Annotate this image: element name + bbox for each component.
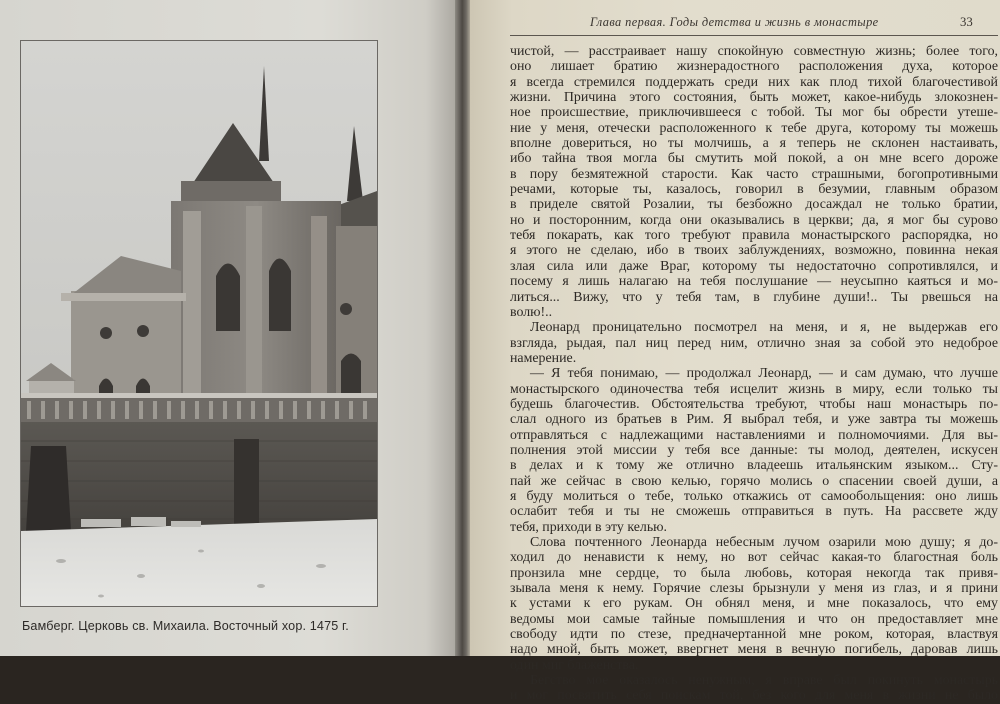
page-number: 33 [960, 15, 973, 29]
text-line: зывала меня к нему. Горячие слезы брызнули у меня из глаз, и я прини [510, 581, 998, 597]
text-line: тебя покарать, как того требуют правила монастырского распорядка, но [510, 228, 998, 244]
text-line: — Я тебя понимаю, — продолжал Леонард, — и сам думаю, что лучше [530, 366, 998, 382]
header-rule [510, 35, 998, 36]
text-line: волю!.. [510, 304, 553, 320]
text-line: Леонард проницательно посмотрел на меня, и я, не выдержав его [530, 320, 998, 336]
text-line: ходил до ненависти к нему, но вот сейчас какая-то благостная боль [510, 550, 998, 566]
text-line: Бегство мое оказалось ненужным, я вправе был покинуть монастырь [530, 673, 998, 689]
text-line: намерение. [510, 350, 577, 366]
text-line: ное происшествие, приключившееся с тобой. Ты мог бы обрести утеше- [510, 105, 998, 121]
text-line: пай же сейчас в свою келью, горячо молись о спасении своей души, а [510, 473, 998, 489]
text-line: литься... Вижу, что у тебя там, в глубине души!.. Ты рвешься на [510, 289, 998, 305]
text-line: вполне довериться, но ты молчишь, а я теперь не склонен настаивать, [510, 136, 998, 152]
text-line: и мог посвятить себя поискам той, без кого для меня в жизни не было [510, 688, 998, 704]
text-line: ибо тайна твоя могла бы смутить мой покой, а он мне всего дороже [510, 151, 998, 167]
book-gutter [455, 0, 471, 656]
text-line: полнения этой миссии у тебя все данные: ты молод, деятелен, искусен [510, 442, 998, 458]
text-line: чистой, — расстраивает нашу спокойную совместную жизнь; более того, [510, 44, 998, 59]
text-line: тебя, приходи в эту келью. [510, 519, 668, 535]
text-line: речами, которые ты, казалось, говорил в безумии, главным образом [510, 182, 998, 198]
text-line: монастырского одиночества тебя исцелит жизнь в миру, если только ты [510, 381, 998, 397]
church-photograph [20, 40, 378, 607]
text-line: я этого не сделаю, ибо в твоих заблуждениях, возможно, повинна некая [510, 243, 998, 259]
body-text [510, 44, 998, 704]
photo-caption: Бамберг. Церковь св. Михаила. Восточный хор. 1475 г. [22, 619, 349, 633]
text-line: я всегда стремился поддержать среди них как плод тихой благочестивой [510, 74, 998, 90]
text-line: пронзила мне сердце, то была любовь, которая некогда так привя- [510, 565, 998, 581]
text-line: Слова почтенного Леонарда небесным лучом озарили мою душу; я до- [530, 535, 998, 550]
text-line: отправляться с надлежащими наставлениями и полномочиями. Для вы- [510, 427, 998, 443]
text-line: но и посторонним, когда они оказывались в церкви; да, я мог бы сурово [510, 212, 998, 228]
text-line: я буду молиться о тебе, только откажись от самообольщения: оно лишь [510, 488, 998, 504]
right-page [470, 0, 1000, 704]
text-line: взгляда, рыдая, пал ниц перед ним, отлично зная за собой это недоброе [510, 335, 998, 351]
text-line: свободу идти по стезе, предначертанной мне роком, которая, властвуя [510, 627, 998, 643]
text-line: посему я лишь налагаю на тебя послушание — неусыпно каяться и мо- [510, 274, 998, 290]
text-line: надо мной, быть может, ввергнет меня в вечную погибель, даровав лишь [510, 642, 998, 658]
text-line: ослабит тебя и ты не сможешь отправиться в путь. На рассвете жду [510, 504, 998, 520]
church-illustration [21, 41, 377, 606]
text-line: ние у меня, отечески расположенного к тебе друга, которому ты можешь [510, 120, 998, 136]
text-line: в пору безмятежной старости. Как часто страшными, богопротивными [510, 166, 998, 182]
text-line: слал одного из братьев в Рим. Я выбрал тебя, и уже завтра ты можешь [510, 412, 998, 428]
text-line: ведомы мои самые тайные помышления и что он предоставляет мне [510, 611, 998, 627]
text-line: в делах и к тому же отлично владеешь итальянским языком... Сту- [510, 458, 998, 474]
running-head: Глава первая. Годы детства и жизнь в монастыре [590, 15, 879, 29]
text-line: оно лишает братию жизнерадостного расположения духа, которое [510, 59, 998, 75]
text-line: к устами к его рукам. Он обнял меня, и мне показалось, что ему [510, 596, 998, 612]
left-page [0, 0, 458, 656]
text-line: один миг блаженства. [510, 657, 639, 673]
text-line: жизни. Причина этого состояния, быть может, какое-нибудь злокознен- [510, 90, 998, 106]
text-line: будешь благочестив. Обстоятельства требуют, чтобы наш монастырь по- [510, 396, 998, 412]
text-line: злая сила или даже Враг, которому ты недостаточно сопротивлялся, и [510, 258, 998, 274]
text-line: в приделе святой Розалии, ты безбожно досаждал не только братии, [510, 197, 998, 213]
